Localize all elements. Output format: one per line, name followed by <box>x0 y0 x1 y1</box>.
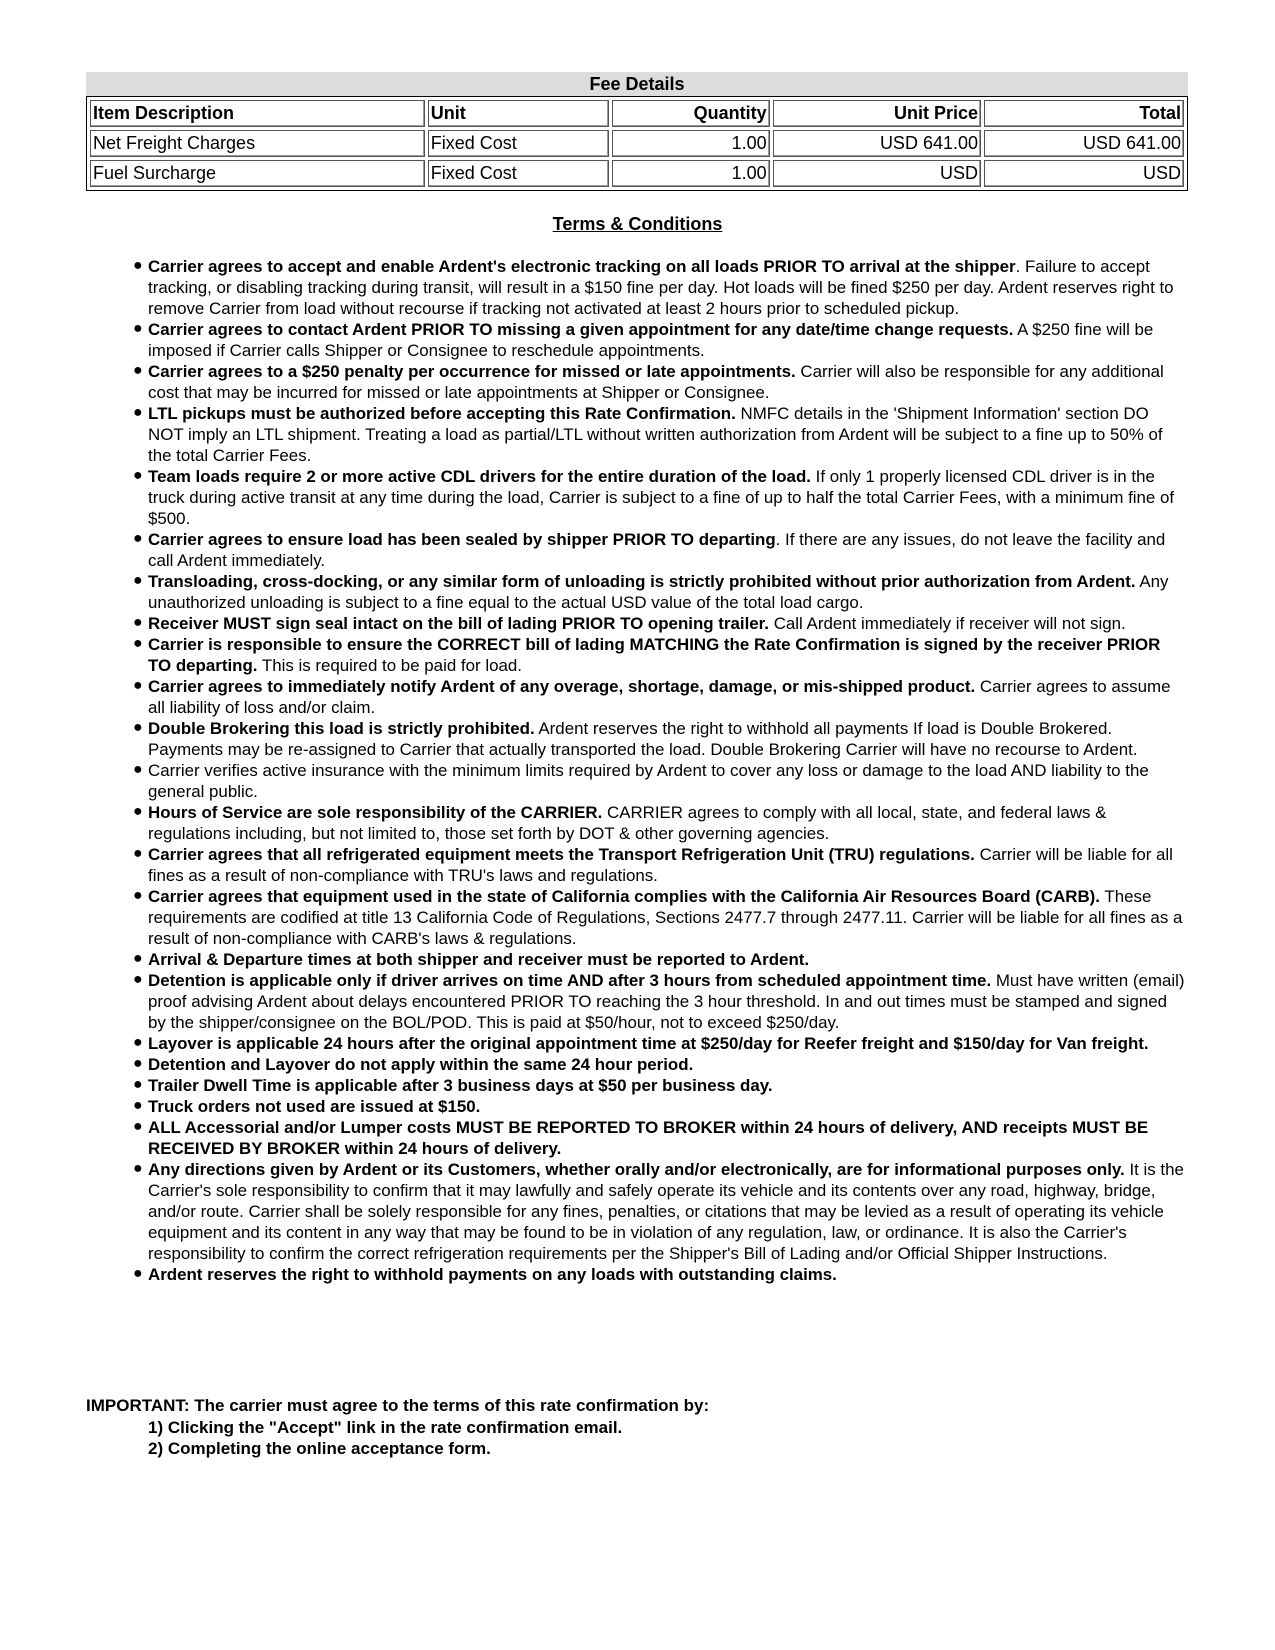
bullet-icon: ● <box>133 1055 143 1072</box>
term-item <box>133 571 1188 613</box>
term-item <box>133 319 1188 361</box>
bullet-icon: ● <box>133 635 143 652</box>
table-header-row <box>90 100 1184 127</box>
header-unit: Unit <box>428 100 609 127</box>
term-text: These requirements are codified at title 13 California Code of Regulations, Sections 2477.7 through 2477.11. Carrier will be liable for all fines as a result of non-compliance with CARB's laws & regulations. <box>148 887 1183 948</box>
bullet-icon: ● <box>133 1118 143 1135</box>
header-item-description: Item Description <box>90 100 425 127</box>
term-bold-text: Carrier agrees to immediately notify Ardent of any overage, shortage, damage, or mis-shipped product. <box>148 677 976 696</box>
term-item <box>133 760 1188 802</box>
bullet-icon: ● <box>133 362 143 379</box>
term-text: Carrier will also be responsible for any additional cost that may be incurred for missed or late appointments at Shipper or Consignee. <box>148 362 1164 402</box>
term-bold-text: Team loads require 2 or more active CDL drivers for the entire duration of the load. <box>148 467 811 486</box>
cell-unit: Fixed Cost <box>428 130 609 157</box>
term-bold-text: Receiver MUST sign seal intact on the bill of lading PRIOR TO opening trailer. <box>148 614 769 633</box>
term-text: . Failure to accept tracking, or disabling tracking during transit, will result in a $150 fine per day. Hot loads will be fined $250 per day. Ardent reserves right to remove Carrier from load without recourse if tracking not activated at least 2 hours prior to scheduled pickup. <box>148 257 1174 318</box>
term-text: Must have written (email) proof advising Ardent about delays encountered PRIOR TO reaching the 3 hour threshold. In and out times must be stamped and signed by the shipper/consignee on the BOL/POD. This is paid at $50/hour, not to exceed $250/day. <box>148 971 1185 1032</box>
important-step-2: 2) Completing the online acceptance form. <box>148 1439 491 1458</box>
term-text: A $250 fine will be imposed if Carrier calls Shipper or Consignee to reschedule appointments. <box>148 320 1154 360</box>
term-item <box>133 466 1188 529</box>
bullet-icon: ● <box>133 677 143 694</box>
terms-list <box>133 256 1188 1285</box>
bullet-icon: ● <box>133 614 143 631</box>
term-text: This is required to be paid for load. <box>257 656 522 675</box>
bullet-icon: ● <box>133 971 143 988</box>
term-bold-text: Detention is applicable only if driver arrives on time AND after 3 hours from scheduled appointment time. <box>148 971 992 990</box>
bullet-icon: ● <box>133 950 143 967</box>
term-bold-text: Carrier is responsible to ensure the CORRECT bill of lading MATCHING the Rate Confirmation is signed by the receiver PRIOR TO departing. <box>148 635 1161 675</box>
bullet-icon: ● <box>133 1097 143 1114</box>
term-text: Carrier verifies active insurance with the minimum limits required by Ardent to cover any loss or damage to the load AND liability to the general public. <box>148 761 1149 801</box>
term-item <box>133 1117 1188 1159</box>
term-bold-text: Detention and Layover do not apply within the same 24 hour period. <box>148 1055 694 1074</box>
bullet-icon: ● <box>133 1160 143 1177</box>
header-total: Total <box>984 100 1184 127</box>
term-text: It is the Carrier's sole responsibility to confirm that it may lawfully and safely operate its vehicle and its contents over any road, highway, bridge, and/or route. Carrier shall be solely responsible for any fines, penalties, or citations that may be levied as a result of operating its vehicle equipment and its content in any way that may be found to be in violation of any regulation, law, or ordinance. It is also the Carrier's responsibility to confirm the correct refrigeration requirements per the Shipper's Bill of Lading and/or Official Shipper Instructions. <box>148 1160 1184 1263</box>
term-item <box>133 886 1188 949</box>
term-bold-text: Carrier agrees to accept and enable Ardent's electronic tracking on all loads PRIOR TO arrival at the shipper <box>148 257 1016 276</box>
term-item <box>133 1033 1188 1054</box>
table-row <box>90 160 1184 187</box>
term-text: Any unauthorized unloading is subject to a fine equal to the actual USD value of the total load cargo. <box>148 572 1169 612</box>
cell-quantity: 1.00 <box>612 160 770 187</box>
bullet-icon: ● <box>133 1034 143 1051</box>
bullet-icon: ● <box>133 845 143 862</box>
term-item <box>133 1096 1188 1117</box>
terms-title: Terms & Conditions <box>552 214 723 234</box>
term-bold-text: Double Brokering this load is strictly prohibited. <box>148 719 535 738</box>
term-text: NMFC details in the 'Shipment Information' section DO NOT imply an LTL shipment. Treating a load as partial/LTL without written authorization from Ardent will be subject to a fine up to 50% of the total Carrier Fees. <box>148 404 1163 465</box>
bullet-icon: ● <box>133 719 143 736</box>
term-bold-text: ALL Accessorial and/or Lumper costs MUST BE REPORTED TO BROKER within 24 hours of delivery, AND receipts MUST BE RECEIVED BY BROKER within 24 hours of delivery. <box>148 1118 1149 1158</box>
cell-unit: Fixed Cost <box>428 160 609 187</box>
cell-total: USD <box>984 160 1184 187</box>
cell-unit-price: USD <box>773 160 981 187</box>
term-text: CARRIER agrees to comply with all local, state, and federal laws & regulations including, but not limited to, those set forth by DOT & other governing agencies. <box>148 803 1107 843</box>
cell-item: Fuel Surcharge <box>90 160 425 187</box>
term-item <box>133 529 1188 571</box>
term-bold-text: Transloading, cross-docking, or any similar form of unloading is strictly prohibited without prior authorization from Ardent. <box>148 572 1136 591</box>
term-item <box>133 1075 1188 1096</box>
term-bold-text: Any directions given by Ardent or its Customers, whether orally and/or electronically, are for informational purposes only. <box>148 1160 1125 1179</box>
bullet-icon: ● <box>133 467 143 484</box>
cell-item: Net Freight Charges <box>90 130 425 157</box>
term-bold-text: Carrier agrees that equipment used in the state of California complies with the California Air Resources Board (CARB). <box>148 887 1101 906</box>
term-item <box>133 844 1188 886</box>
term-item <box>133 1054 1188 1075</box>
cell-total: USD 641.00 <box>984 130 1184 157</box>
bullet-icon: ● <box>133 572 143 589</box>
term-text: Call Ardent immediately if receiver will not sign. <box>769 614 1126 633</box>
important-section <box>86 1395 1186 1460</box>
term-bold-text: Trailer Dwell Time is applicable after 3 business days at $50 per business day. <box>148 1076 773 1095</box>
fee-details-title: Fee Details <box>86 72 1188 96</box>
bullet-icon: ● <box>133 257 143 274</box>
term-text: If only 1 properly licensed CDL driver is in the truck during active transit at any time during the load, Carrier is subject to a fine of up to half the total Carrier Fees, with a minimum fine of $500. <box>148 467 1175 528</box>
term-bold-text: Carrier agrees that all refrigerated equipment meets the Transport Refrigeration Unit (TRU) regulations. <box>148 845 975 864</box>
term-text: Carrier agrees to assume all liability of loss and/or claim. <box>148 677 1171 717</box>
bullet-icon: ● <box>133 887 143 904</box>
cell-unit-price: USD 641.00 <box>773 130 981 157</box>
important-heading: IMPORTANT: The carrier must agree to the terms of this rate confirmation by: <box>86 1396 710 1415</box>
term-bold-text: Carrier agrees to a $250 penalty per occurrence for missed or late appointments. <box>148 362 796 381</box>
fee-details-table <box>86 96 1188 191</box>
bullet-icon: ● <box>133 320 143 337</box>
cell-quantity: 1.00 <box>612 130 770 157</box>
term-item <box>133 802 1188 844</box>
term-item <box>133 634 1188 676</box>
header-quantity: Quantity <box>612 100 770 127</box>
bullet-icon: ● <box>133 404 143 421</box>
term-bold-text: LTL pickups must be authorized before accepting this Rate Confirmation. <box>148 404 736 423</box>
term-bold-text: Carrier agrees to ensure load has been sealed by shipper PRIOR TO departing <box>148 530 776 549</box>
header-unit-price: Unit Price <box>773 100 981 127</box>
term-item <box>133 613 1188 634</box>
term-item <box>133 256 1188 319</box>
term-bold-text: Layover is applicable 24 hours after the original appointment time at $250/day for Reefer freight and $150/day for Van freight. <box>148 1034 1149 1053</box>
term-item <box>133 949 1188 970</box>
important-step-1: 1) Clicking the "Accept" link in the rate confirmation email. <box>148 1417 623 1437</box>
term-text: Ardent reserves the right to withhold all payments If load is Double Brokered. Payments may be re-assigned to Carrier that actually transported the load. Double Brokering Carrier will have no recourse to Ardent. <box>148 719 1138 759</box>
term-item <box>133 718 1188 760</box>
term-item <box>133 403 1188 466</box>
term-text: . If there are any issues, do not leave the facility and call Ardent immediately. <box>148 530 1166 570</box>
bullet-icon: ● <box>133 1076 143 1093</box>
term-item <box>133 361 1188 403</box>
bullet-icon: ● <box>133 530 143 547</box>
bullet-icon: ● <box>133 761 143 778</box>
term-bold-text: Ardent reserves the right to withhold payments on any loads with outstanding claims. <box>148 1265 837 1284</box>
term-bold-text: Carrier agrees to contact Ardent PRIOR TO missing a given appointment for any date/time change requests. <box>148 320 1014 339</box>
term-item <box>133 1264 1188 1285</box>
fee-details-section <box>86 72 1188 191</box>
bullet-icon: ● <box>133 1265 143 1282</box>
term-bold-text: Hours of Service are sole responsibility of the CARRIER. <box>148 803 603 822</box>
term-text: Carrier will be liable for all fines as a result of non-compliance with TRU's laws and regulations. <box>148 845 1173 885</box>
term-bold-text: Arrival & Departure times at both shipper and receiver must be reported to Ardent. <box>148 950 810 969</box>
term-item <box>133 1159 1188 1264</box>
term-item <box>133 676 1188 718</box>
bullet-icon: ● <box>133 803 143 820</box>
term-bold-text: Truck orders not used are issued at $150. <box>148 1097 481 1116</box>
term-item <box>133 970 1188 1033</box>
table-row <box>90 130 1184 157</box>
